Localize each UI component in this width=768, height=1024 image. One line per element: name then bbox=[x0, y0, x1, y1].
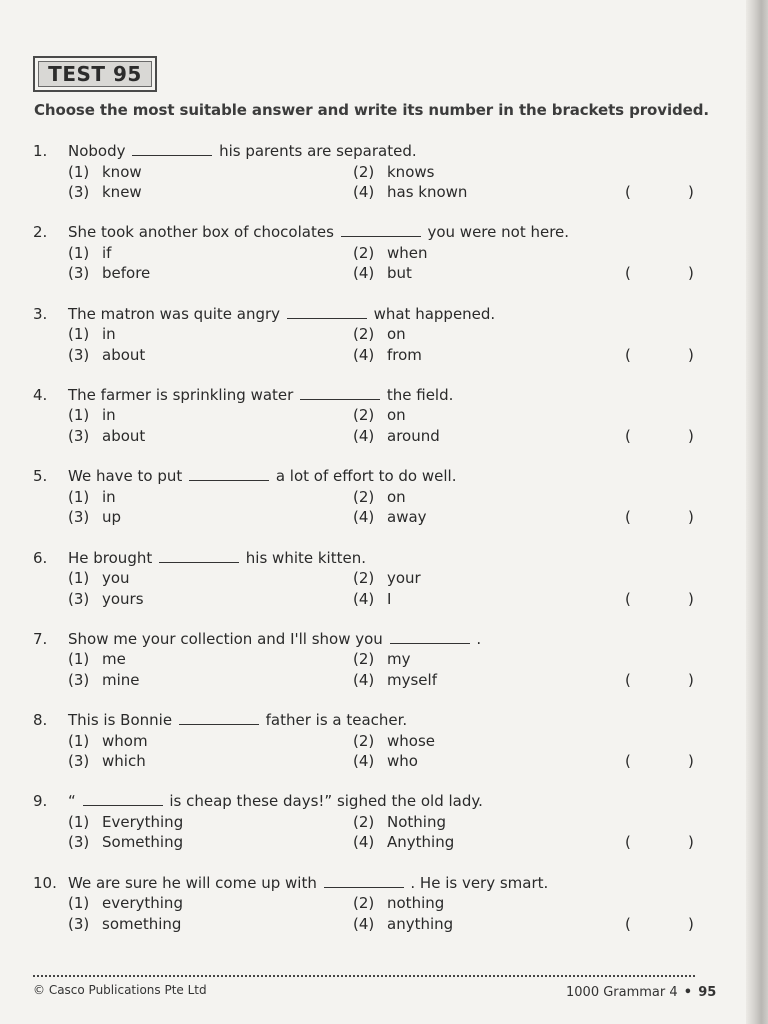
question-stem-end: father is a teacher. bbox=[265, 711, 408, 730]
option-text: nothing bbox=[387, 894, 445, 913]
option-number: (4) bbox=[353, 508, 375, 527]
question-text bbox=[68, 629, 481, 649]
answer-blank bbox=[179, 710, 259, 725]
answer-bracket-open: ( bbox=[625, 914, 631, 933]
option-number: (1) bbox=[68, 894, 90, 913]
answer-bracket-open: ( bbox=[625, 508, 631, 527]
option-number: (3) bbox=[68, 345, 90, 364]
option-number: (3) bbox=[68, 589, 90, 608]
options-row bbox=[0, 914, 720, 934]
answer-blank bbox=[83, 791, 163, 806]
answer-bracket-open: ( bbox=[625, 264, 631, 283]
option-text: whose bbox=[387, 731, 435, 750]
question-number: 6. bbox=[33, 548, 48, 567]
answer-bracket-open: ( bbox=[625, 752, 631, 771]
options-row bbox=[0, 345, 720, 365]
option-number: (4) bbox=[353, 752, 375, 771]
answer-bracket-open: ( bbox=[625, 589, 631, 608]
question-text bbox=[68, 141, 417, 161]
answer-bracket-close: ) bbox=[688, 752, 694, 771]
option-number: (4) bbox=[353, 670, 375, 689]
question-number: 3. bbox=[33, 304, 48, 323]
question-text bbox=[68, 873, 548, 893]
option-number: (3) bbox=[68, 426, 90, 445]
option-text: knew bbox=[102, 183, 142, 201]
question-item bbox=[0, 222, 720, 286]
book-title: 1000 Grammar 4 bbox=[566, 985, 678, 1000]
options-row bbox=[0, 182, 720, 202]
question-stem-end: is cheap these days!” sighed the old lady. bbox=[169, 792, 483, 811]
option-text: up bbox=[102, 508, 122, 527]
answer-bracket-close: ) bbox=[688, 833, 694, 852]
options-row bbox=[0, 649, 720, 669]
options-row bbox=[0, 589, 720, 609]
option-number: (3) bbox=[68, 183, 90, 201]
answer-bracket-open: ( bbox=[625, 345, 631, 364]
option-number: (2) bbox=[353, 650, 375, 669]
option-text: away bbox=[387, 508, 427, 527]
question-stem-start: “ bbox=[68, 792, 76, 811]
option-text: on bbox=[387, 487, 406, 506]
option-text: Anything bbox=[387, 833, 455, 852]
options-row bbox=[0, 751, 720, 771]
option-number: (2) bbox=[353, 325, 375, 344]
option-text: in bbox=[102, 406, 116, 425]
options-row bbox=[0, 405, 720, 425]
option-text: has known bbox=[387, 183, 468, 201]
question-number: 4. bbox=[33, 385, 48, 404]
question-text bbox=[68, 466, 456, 486]
answer-bracket-close: ) bbox=[688, 426, 694, 445]
option-number: (2) bbox=[353, 243, 375, 262]
question-item bbox=[0, 548, 720, 612]
options-row bbox=[0, 263, 720, 283]
option-text: about bbox=[102, 426, 146, 445]
question-stem-start: Show me your collection and I'll show you bbox=[68, 629, 383, 648]
question-stem-end: the field. bbox=[386, 385, 454, 404]
question-item bbox=[0, 710, 720, 774]
question-number: 9. bbox=[33, 792, 48, 811]
answer-blank bbox=[159, 548, 239, 563]
answer-blank bbox=[390, 629, 470, 644]
options-row bbox=[0, 507, 720, 527]
option-text: I bbox=[387, 589, 392, 608]
option-text: myself bbox=[387, 670, 437, 689]
option-number: (1) bbox=[68, 731, 90, 750]
question-stem-end: . bbox=[476, 629, 482, 648]
copyright-notice: © Casco Publications Pte Ltd bbox=[33, 983, 207, 997]
answer-bracket-open: ( bbox=[625, 833, 631, 852]
option-text: something bbox=[102, 914, 182, 933]
option-number: (1) bbox=[68, 487, 90, 506]
question-item bbox=[0, 141, 720, 205]
answer-blank bbox=[189, 466, 269, 481]
answer-bracket-close: ) bbox=[688, 183, 694, 201]
option-number: (4) bbox=[353, 183, 375, 201]
question-number: 1. bbox=[33, 142, 48, 160]
answer-bracket-close: ) bbox=[688, 264, 694, 283]
answer-blank bbox=[341, 222, 421, 237]
question-number: 10. bbox=[33, 873, 57, 892]
answer-bracket-open: ( bbox=[625, 670, 631, 689]
option-number: (4) bbox=[353, 264, 375, 283]
options-row bbox=[0, 324, 720, 344]
option-text: yours bbox=[102, 589, 144, 608]
option-number: (2) bbox=[353, 406, 375, 425]
options-row bbox=[0, 426, 720, 446]
question-stem-start: The farmer is sprinkling water bbox=[68, 385, 294, 404]
question-number: 2. bbox=[33, 223, 48, 242]
question-stem-start: We have to put bbox=[68, 467, 183, 486]
question-text bbox=[68, 222, 569, 242]
options-row bbox=[0, 243, 720, 263]
question-item bbox=[0, 304, 720, 368]
options-row bbox=[0, 487, 720, 507]
answer-bracket-open: ( bbox=[625, 426, 631, 445]
options-row bbox=[0, 162, 720, 182]
test-title-box bbox=[33, 56, 157, 92]
options-row bbox=[0, 731, 720, 751]
option-number: (1) bbox=[68, 243, 90, 262]
option-number: (1) bbox=[68, 812, 90, 831]
option-number: (1) bbox=[68, 325, 90, 344]
option-text: from bbox=[387, 345, 422, 364]
option-number: (3) bbox=[68, 914, 90, 933]
question-stem-end: his white kitten. bbox=[245, 548, 366, 567]
question-stem-end: a lot of effort to do well. bbox=[275, 467, 457, 486]
option-text: anything bbox=[387, 914, 454, 933]
option-number: (2) bbox=[353, 162, 375, 181]
answer-blank bbox=[324, 873, 404, 888]
option-number: (4) bbox=[353, 345, 375, 364]
option-number: (3) bbox=[68, 264, 90, 283]
answer-bracket-open: ( bbox=[625, 183, 631, 201]
option-number: (4) bbox=[353, 914, 375, 933]
question-stem-start: Nobody bbox=[68, 142, 126, 160]
question-text bbox=[68, 385, 453, 405]
answer-bracket-close: ) bbox=[688, 589, 694, 608]
question-text bbox=[68, 791, 483, 811]
option-text: knows bbox=[387, 162, 435, 181]
question-text bbox=[68, 710, 407, 730]
option-text: know bbox=[102, 162, 142, 181]
answer-blank bbox=[300, 385, 380, 400]
option-number: (2) bbox=[353, 487, 375, 506]
option-number: (1) bbox=[68, 162, 90, 181]
question-stem-start: She took another box of chocolates bbox=[68, 223, 334, 242]
answer-bracket-close: ) bbox=[688, 914, 694, 933]
question-stem-start: We are sure he will come up with bbox=[68, 873, 317, 892]
question-stem-end: you were not here. bbox=[427, 223, 570, 242]
answer-blank bbox=[132, 141, 212, 156]
options-row bbox=[0, 812, 720, 832]
answer-bracket-close: ) bbox=[688, 508, 694, 527]
option-text: you bbox=[102, 569, 130, 587]
option-text: whom bbox=[102, 731, 148, 750]
question-stem-end: what happened. bbox=[373, 304, 496, 323]
option-text: before bbox=[102, 264, 151, 283]
option-number: (1) bbox=[68, 650, 90, 669]
option-text: about bbox=[102, 345, 146, 364]
option-text: when bbox=[387, 243, 428, 262]
option-number: (4) bbox=[353, 833, 375, 852]
question-item bbox=[0, 791, 720, 855]
options-row bbox=[0, 568, 720, 588]
option-text: everything bbox=[102, 894, 183, 913]
option-number: (2) bbox=[353, 731, 375, 750]
option-number: (2) bbox=[353, 569, 375, 587]
option-number: (3) bbox=[68, 833, 90, 852]
question-stem-start: The matron was quite angry bbox=[68, 304, 281, 323]
bullet-separator: • bbox=[683, 985, 693, 1000]
question-item bbox=[0, 466, 720, 530]
option-text: on bbox=[387, 406, 406, 425]
option-text: your bbox=[387, 569, 421, 587]
option-text: my bbox=[387, 650, 411, 669]
option-text: me bbox=[102, 650, 126, 669]
option-number: (4) bbox=[353, 426, 375, 445]
option-text: but bbox=[387, 264, 412, 283]
option-number: (1) bbox=[68, 406, 90, 425]
option-number: (1) bbox=[68, 569, 90, 587]
option-number: (2) bbox=[353, 812, 375, 831]
question-text bbox=[68, 304, 495, 324]
option-text: who bbox=[387, 752, 418, 771]
page-number: 95 bbox=[698, 985, 717, 1000]
test-title: TEST 95 bbox=[38, 61, 152, 87]
question-number: 5. bbox=[33, 467, 48, 486]
option-text: in bbox=[102, 487, 116, 506]
page-footer bbox=[566, 985, 716, 1000]
option-text: in bbox=[102, 325, 116, 344]
option-text: on bbox=[387, 325, 406, 344]
question-stem-start: He brought bbox=[68, 548, 153, 567]
option-text: Something bbox=[102, 833, 184, 852]
options-row bbox=[0, 670, 720, 690]
question-number: 7. bbox=[33, 629, 48, 648]
option-number: (3) bbox=[68, 752, 90, 771]
options-row bbox=[0, 893, 720, 913]
question-item bbox=[0, 629, 720, 693]
answer-blank bbox=[287, 304, 367, 319]
option-text: Everything bbox=[102, 812, 184, 831]
page-edge-shadow bbox=[746, 0, 768, 1024]
question-item bbox=[0, 385, 720, 449]
answer-bracket-close: ) bbox=[688, 670, 694, 689]
option-text: mine bbox=[102, 670, 140, 689]
footer-divider bbox=[33, 975, 695, 977]
option-text: Nothing bbox=[387, 812, 446, 831]
options-row bbox=[0, 832, 720, 852]
option-text: which bbox=[102, 752, 146, 771]
option-text: if bbox=[102, 243, 112, 262]
option-number: (4) bbox=[353, 589, 375, 608]
question-text bbox=[68, 548, 366, 568]
question-stem-end: . He is very smart. bbox=[410, 873, 549, 892]
option-text: around bbox=[387, 426, 440, 445]
instructions: Choose the most suitable answer and write its number in the brackets provided. bbox=[34, 101, 709, 119]
option-number: (3) bbox=[68, 670, 90, 689]
question-stem-start: This is Bonnie bbox=[68, 711, 173, 730]
answer-bracket-close: ) bbox=[688, 345, 694, 364]
question-stem-end: his parents are separated. bbox=[219, 142, 417, 160]
question-item bbox=[0, 873, 720, 937]
option-number: (2) bbox=[353, 894, 375, 913]
option-number: (3) bbox=[68, 508, 90, 527]
question-number: 8. bbox=[33, 711, 48, 730]
